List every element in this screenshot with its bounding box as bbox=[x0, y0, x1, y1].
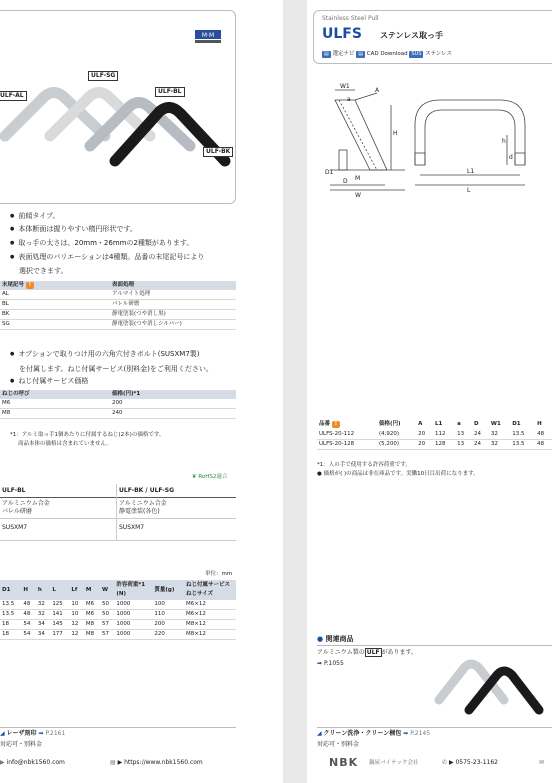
dim-cell: 48 bbox=[21, 610, 35, 620]
arrow-icon: ➡ bbox=[38, 730, 44, 737]
arrow-icon: ➡ bbox=[317, 660, 323, 667]
photo-label-sg: ULF-SG bbox=[88, 71, 118, 81]
dim-cell: 1000 bbox=[114, 620, 152, 630]
brand-footer: NBK bbox=[329, 756, 359, 769]
arrow-icon: ➡ bbox=[403, 730, 409, 737]
dim-cell: 110 bbox=[152, 610, 184, 620]
dim-cell: 12 bbox=[69, 620, 83, 630]
arrow-icon: ▶ bbox=[0, 759, 5, 766]
dim-cell: M6 bbox=[84, 610, 100, 620]
dim-cell: 1000 bbox=[114, 600, 152, 610]
spec-cell: SUSXM7 bbox=[119, 524, 145, 531]
product-title: ステンレス取っ手 bbox=[380, 31, 443, 40]
phone-icon: ✆ bbox=[442, 759, 448, 766]
screw-header: ねじの呼び bbox=[0, 390, 110, 399]
price-header: H bbox=[537, 420, 542, 427]
option-bullet-1: ● オプションで取りつけ用の六角穴付きボルト(SUSXM7製) bbox=[10, 348, 200, 361]
screw-cell: 240 bbox=[110, 409, 236, 419]
dim-header: D1 bbox=[0, 580, 21, 600]
price-cell: 20 bbox=[416, 430, 433, 440]
dim-cell: 100 bbox=[152, 600, 184, 610]
dim-cell: 177 bbox=[50, 630, 69, 640]
bullet-1: ● 前傾タイプ。 bbox=[10, 210, 59, 223]
related-page-link[interactable]: ➡ P.1055 bbox=[317, 660, 344, 667]
related-code[interactable]: ULF bbox=[366, 649, 380, 656]
bullet-3: ● 取っ手の太さは、20mm・26mmの2種類があります。 bbox=[10, 237, 193, 250]
dim-label: H bbox=[393, 130, 398, 137]
bullet-4-cont: 選択できます。 bbox=[19, 267, 68, 275]
price-cell: 13 bbox=[455, 430, 472, 440]
dim-cell: 145 bbox=[50, 620, 69, 630]
product-photo bbox=[0, 66, 235, 201]
spec-cell: バレル研磨 bbox=[2, 508, 32, 515]
price-cell: (4,920) bbox=[377, 430, 416, 440]
finish-cell: BK bbox=[0, 310, 110, 320]
dim-cell: 1000 bbox=[114, 610, 152, 620]
clean-link[interactable]: ◢ クリーン洗浄・クリーン梱包 ➡ P.2145 bbox=[317, 727, 552, 738]
price-cell: 48 bbox=[535, 440, 552, 450]
clean-sub: 対応可・別料金 bbox=[317, 741, 360, 748]
price-header: 品番 ! bbox=[317, 418, 377, 430]
finish-cell: アルマイト処理 bbox=[110, 290, 236, 300]
screw-table bbox=[0, 390, 236, 419]
dim-header: M bbox=[84, 580, 100, 600]
dim-cell: M8×12 bbox=[184, 630, 236, 640]
price-header: 価格(円) bbox=[378, 420, 401, 427]
bullet-4: ● 表面処理のバリエーションは4種類。品番の末尾記号により bbox=[10, 251, 204, 264]
spec-cell: アルミニウム合金 bbox=[119, 500, 167, 507]
note-1: *1：アルミ取っ手1個あたりに付属するねじ(2本)の価格です。 bbox=[10, 432, 165, 438]
dim-header: Lf bbox=[69, 580, 83, 600]
dim-cell: M8 bbox=[84, 620, 100, 630]
dim-cell: 12 bbox=[69, 630, 83, 640]
finish-table bbox=[0, 281, 236, 330]
price-cell: 13 bbox=[455, 440, 472, 450]
dim-cell: 1000 bbox=[114, 630, 152, 640]
dim-cell: 13.5 bbox=[0, 600, 21, 610]
dim-cell: M6 bbox=[84, 600, 100, 610]
dim-label: D1 bbox=[325, 169, 334, 176]
price-table bbox=[317, 418, 552, 450]
price-cell: 13.5 bbox=[510, 430, 535, 440]
screw-cell: M8 bbox=[0, 409, 110, 419]
price-note-2: ● 価格が( )の商品は非在庫品です。実働10日目出荷になります。 bbox=[317, 471, 479, 477]
finish-header-treatment: 表面処理 bbox=[110, 281, 236, 290]
laser-link[interactable]: ◢ レーザ刻印 ➡ P.2161 bbox=[0, 727, 236, 738]
dim-header: h bbox=[36, 580, 50, 600]
dim-cell: 34 bbox=[36, 620, 50, 630]
dim-cell: 18 bbox=[0, 620, 21, 630]
sus-tag: SUS bbox=[411, 51, 422, 57]
product-code: ULFS bbox=[322, 26, 362, 42]
laser-sub: 対応可・別料金 bbox=[0, 741, 43, 748]
badge-icon: ! bbox=[332, 421, 340, 428]
spec-cell: SUSXM7 bbox=[2, 524, 28, 531]
badge-icon: ! bbox=[26, 282, 34, 289]
spec-header: ULF-BL bbox=[2, 487, 26, 494]
price-cell: 128 bbox=[433, 440, 455, 450]
dim-cell: 220 bbox=[152, 630, 184, 640]
dim-cell: 10 bbox=[69, 600, 83, 610]
dim-header: 質量(g) bbox=[152, 580, 184, 600]
spec-cell: 静電塗装(各色) bbox=[119, 508, 160, 515]
finish-header-code: 末尾記号 ! bbox=[0, 281, 110, 290]
price-header: L1 bbox=[434, 420, 443, 427]
right-page bbox=[307, 0, 552, 783]
dim-label: d bbox=[509, 154, 513, 161]
price-cell: 20 bbox=[416, 440, 433, 450]
photo-label-bl: ULF-BL bbox=[155, 87, 185, 97]
price-header: a bbox=[457, 420, 461, 427]
price-cell: 32 bbox=[489, 440, 510, 450]
price-cell: (5,200) bbox=[377, 440, 416, 450]
dim-label: A bbox=[375, 87, 380, 94]
brand-logo bbox=[195, 29, 221, 43]
finish-cell: AL bbox=[0, 290, 110, 300]
clean-icon: ◢ bbox=[317, 730, 322, 737]
dim-cell: 200 bbox=[152, 620, 184, 630]
tag-row: ▤ 選定ナビ ▤ CAD Download SUS ステンレス bbox=[324, 51, 453, 57]
cad-tag[interactable]: ▤ bbox=[358, 51, 363, 57]
dim-cell: 18 bbox=[0, 630, 21, 640]
bullet-2: ● 本体断面は握りやすい楕円形状です。 bbox=[10, 223, 137, 236]
dim-label: W bbox=[355, 192, 361, 199]
dim-cell: 125 bbox=[50, 600, 69, 610]
dim-cell: 50 bbox=[100, 610, 114, 620]
footer-email[interactable]: ▶ info@nbk1560.com bbox=[0, 759, 65, 766]
price-cell: 112 bbox=[433, 430, 455, 440]
leaf-icon: ❦ bbox=[192, 474, 197, 480]
dim-label: h bbox=[502, 138, 506, 145]
dim-cell: 50 bbox=[100, 600, 114, 610]
laser-page: P.2161 bbox=[45, 730, 66, 737]
price-header: D bbox=[474, 420, 479, 427]
finish-cell: 静電塗装(つや消し黒) bbox=[110, 310, 236, 320]
dim-cell: 54 bbox=[21, 620, 35, 630]
dim-cell: 141 bbox=[50, 610, 69, 620]
rohs-badge: ❦ RoHS2適合 bbox=[192, 474, 228, 480]
photo-label-bk: ULF-BK bbox=[203, 147, 233, 157]
dimension-table bbox=[0, 580, 236, 640]
price-cell: 48 bbox=[535, 430, 552, 440]
finish-cell: SG bbox=[0, 320, 110, 330]
dim-cell: M8 bbox=[84, 630, 100, 640]
svg-text:M·M: M·M bbox=[201, 32, 215, 39]
dim-header: H bbox=[21, 580, 35, 600]
web-icon: ▤ bbox=[110, 759, 116, 766]
laser-icon: ◢ bbox=[0, 730, 5, 737]
price-cell: 24 bbox=[472, 430, 489, 440]
dim-cell: 57 bbox=[100, 630, 114, 640]
product-photo-frame bbox=[0, 10, 236, 204]
dim-label: L bbox=[467, 187, 471, 194]
finish-cell: 静電塗装(つや消しシルバー) bbox=[110, 320, 236, 330]
option-bullet-1-cont: を付属します。ねじ付属サービス(別料金)をご利用ください。 bbox=[19, 365, 213, 373]
spec-header: ULF-BK / ULF-SG bbox=[119, 487, 175, 494]
dim-label: L1 bbox=[467, 168, 475, 175]
price-cell: ULFS-20-112 bbox=[317, 430, 377, 440]
dim-header: W bbox=[100, 580, 114, 600]
finish-cell: バレル研磨 bbox=[110, 300, 236, 310]
dim-cell: 57 bbox=[100, 620, 114, 630]
dim-cell: 10 bbox=[69, 610, 83, 620]
screw-cell: 200 bbox=[110, 399, 236, 409]
dim-cell: M6×12 bbox=[184, 610, 236, 620]
price-cell: 24 bbox=[472, 440, 489, 450]
dim-header: ねじ付属サービス ねじサイズ bbox=[184, 580, 236, 600]
company-name: 鍋屋バイテック会社 bbox=[369, 760, 419, 766]
dim-header: 許容荷重*1 (N) bbox=[114, 580, 152, 600]
price-header: A bbox=[418, 420, 423, 427]
price-header: W1 bbox=[490, 420, 501, 427]
related-text: アルミニウム製の ULF があります。 bbox=[317, 649, 418, 656]
screw-header: 価格(円)*1 bbox=[110, 390, 236, 399]
note-2: 商品本体の価格は含まれていません。 bbox=[18, 441, 112, 447]
price-cell: 32 bbox=[489, 430, 510, 440]
header-frame bbox=[313, 10, 552, 64]
related-product-photo bbox=[429, 650, 552, 716]
dim-label: D bbox=[343, 178, 348, 185]
navi-tag[interactable]: ▤ bbox=[324, 51, 329, 57]
finish-cell: BL bbox=[0, 300, 110, 310]
dim-label: a bbox=[347, 96, 351, 103]
photo-label-al: ULF-AL bbox=[0, 91, 27, 101]
dim-cell: M6×12 bbox=[184, 600, 236, 610]
unit-label: 単位：mm bbox=[205, 571, 233, 577]
option-bullet-2: ● ねじ付属サービス価格 bbox=[10, 375, 88, 388]
dim-cell: M8×12 bbox=[184, 620, 236, 630]
dim-cell: 54 bbox=[21, 630, 35, 640]
price-cell: 13.5 bbox=[510, 440, 535, 450]
dim-header: L bbox=[50, 580, 69, 600]
dimension-drawing bbox=[315, 75, 552, 205]
price-cell: ULFS-20-128 bbox=[317, 440, 377, 450]
dim-label: M bbox=[355, 175, 361, 182]
dim-cell: 32 bbox=[36, 600, 50, 610]
screw-cell: M6 bbox=[0, 399, 110, 409]
category-label: Stainless Steel Pull bbox=[322, 15, 379, 22]
footer-phone[interactable]: ✆ ▶ 0575-23-1162 bbox=[442, 759, 498, 766]
dim-label: W1 bbox=[340, 83, 350, 90]
dim-cell: 48 bbox=[21, 600, 35, 610]
price-note-1: *1：人の手で使用する許容荷重です。 bbox=[317, 462, 411, 468]
related-title: ● 関連商品 bbox=[317, 635, 354, 643]
dim-cell: 34 bbox=[36, 630, 50, 640]
dim-cell: 13.5 bbox=[0, 610, 21, 620]
fax-icon: ✉ bbox=[539, 759, 545, 766]
spec-cell: アルミニウム合金 bbox=[2, 500, 50, 507]
dim-cell: 32 bbox=[36, 610, 50, 620]
footer-url[interactable]: ▤ ▶ https://www.nbk1560.com bbox=[110, 759, 203, 766]
price-header: D1 bbox=[512, 420, 521, 427]
